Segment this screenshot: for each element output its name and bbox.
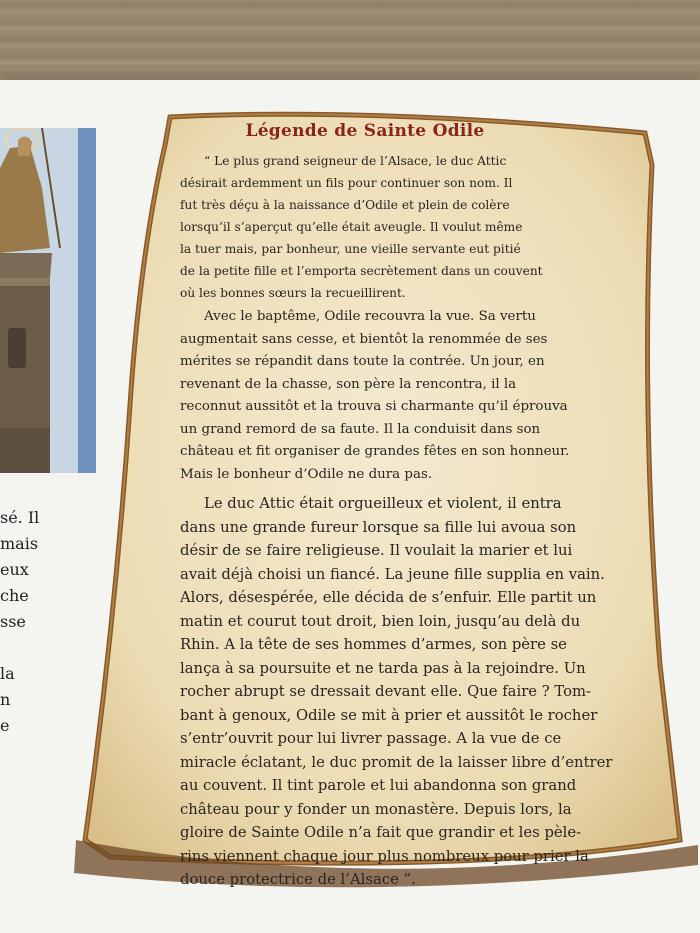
text-line: augmentait sans cesse, et bientôt la renommée de ses (180, 331, 548, 347)
text-line: “ Le plus grand seigneur de l’Alsace, le duc Attic (204, 154, 507, 168)
text-line: avait déjà choisi un fiancé. La jeune fille supplia en vain. (180, 565, 605, 583)
text-line: de la petite fille et l’emporta secrètement dans un couvent (180, 264, 543, 278)
text-line: désir de se faire religieuse. Il voulait la marier et lui (180, 542, 573, 559)
left-page-line: sse (0, 612, 26, 631)
text-line: fut très déçu à la naissance d’Odile et plein de colère (180, 198, 510, 212)
page-title: Légende de Sainte Odile (245, 121, 485, 141)
text-line: Rhin. A la tête de ses hommes d’armes, son père se (180, 636, 567, 653)
text-line: désirait ardemment un fils pour continuer son nom. Il (180, 176, 513, 190)
text-line: Avec le baptême, Odile recouvra la vue. Sa vertu (204, 309, 536, 324)
left-page-line: che (0, 586, 29, 605)
text-line: lorsqu’il s’aperçut qu’elle était aveugle. Il voulut même (180, 220, 523, 234)
text-line: mérites se répandit dans toute la contrée. Un jour, en (180, 354, 545, 369)
left-page-line: la (0, 664, 15, 683)
text-line: reconnut aussitôt et la trouva si charmante qu’il éprouva (180, 399, 568, 414)
paragraph-2 (180, 306, 675, 486)
text-line: au couvent. Il tint parole et lui abandonna son grand (180, 777, 577, 794)
left-page-line: n (0, 690, 11, 709)
legend-text (180, 150, 675, 892)
text-line: un grand remord de sa faute. Il la conduisit dans son (180, 421, 541, 437)
text-line: Mais le bonheur d’Odile ne dura pas. (180, 466, 433, 482)
left-page-text (0, 505, 60, 739)
text-line: la tuer mais, par bonheur, une vieille servante eut pitié (180, 242, 521, 256)
left-page-line: sé. Il (0, 508, 40, 527)
text-line: Le duc Attic était orgueilleux et violent, il entra (204, 495, 562, 512)
text-line: rins viennent chaque jour plus nombreux pour prier la (180, 847, 589, 865)
text-line: revenant de la chasse, son père la rencontra, il la (180, 376, 517, 392)
text-line: miracle éclatant, le duc promit de la laisser libre d’entrer (180, 753, 613, 771)
text-line: lança à sa poursuite et ne tarda pas à la rejoindre. Un (180, 659, 586, 677)
text-line: gloire de Sainte Odile n’a fait que grandir et les pèle- (180, 824, 582, 841)
left-page-line: e (0, 716, 10, 735)
text-line: rocher abrupt se dressait devant elle. Que faire ? Tom- (180, 683, 592, 700)
paragraph-1 (180, 150, 675, 304)
text-line: matin et courut tout droit, bien loin, jusqu’au delà du (180, 612, 581, 630)
text-line: où les bonnes sœurs la recueillirent. (180, 286, 406, 300)
text-line: dans une grande fureur lorsque sa fille lui avoua son (180, 518, 577, 536)
text-line: douce protectrice de l’Alsace ”. (180, 871, 416, 888)
text-line: château et fit organiser de grandes fêtes en son honneur. (180, 444, 570, 459)
left-page-line: mais (0, 534, 39, 553)
left-page-line: eux (0, 560, 29, 579)
text-line: château pour y fonder un monastère. Depuis lors, la (180, 800, 572, 818)
text-line: s’entr’ouvrit pour lui livrer passage. A la vue de ce (180, 730, 562, 747)
text-line: bant à genoux, Odile se mit à prier et aussitôt le rocher (180, 706, 598, 724)
left-page-line (0, 635, 60, 661)
text-line: Alors, désespérée, elle décida de s’enfuir. Elle partit un (180, 589, 597, 606)
paragraph-3 (180, 492, 675, 892)
